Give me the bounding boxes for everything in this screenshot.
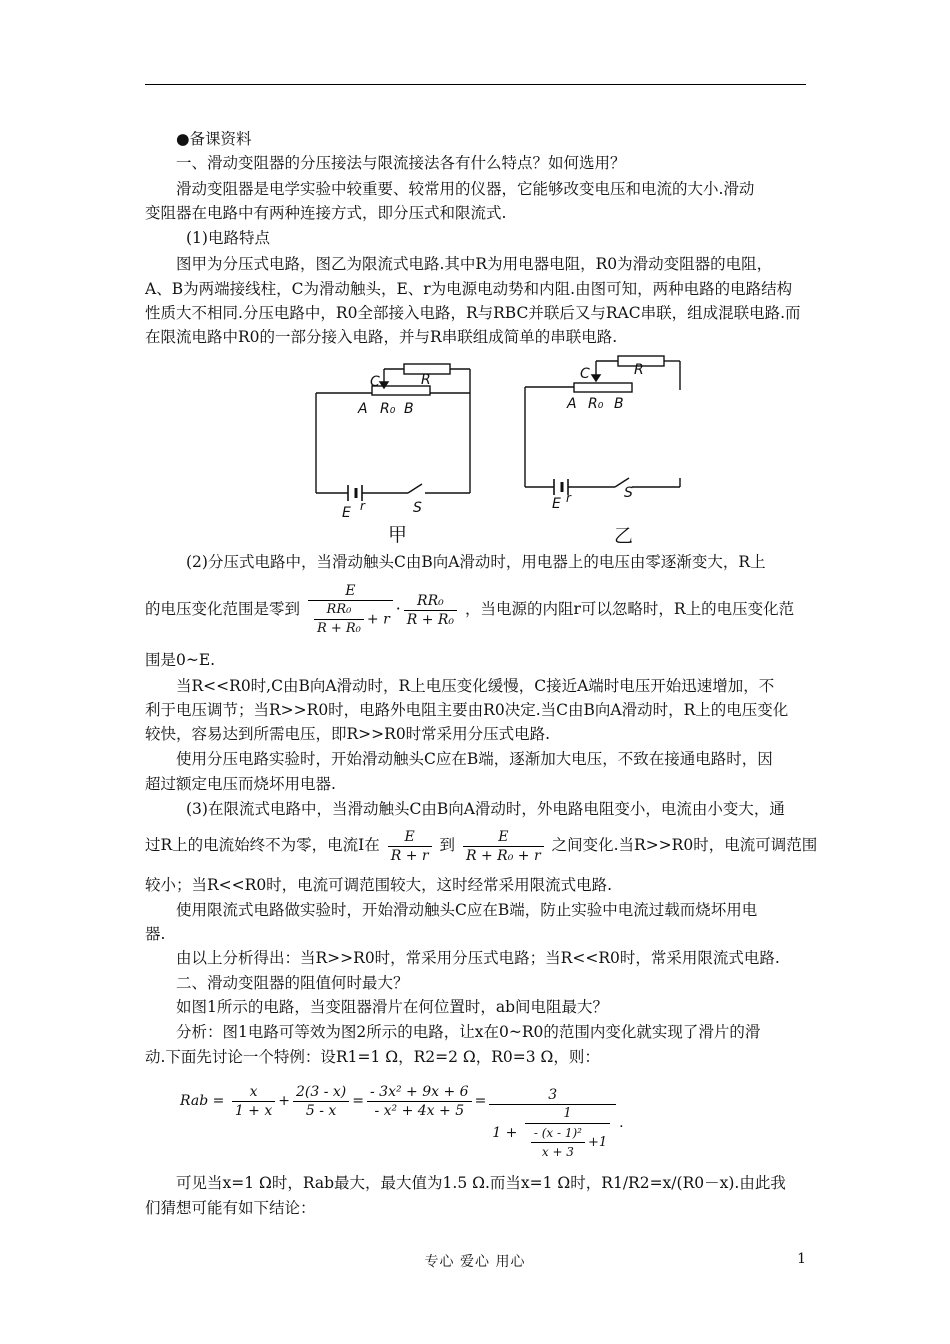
formula-line: 的电压变化范围是零到 E $\frac{\text{RR₀}}{\text{R + R₀}}$ + r · $\frac{\text{RR₀}}{\text{R + R₀}}$ ，当电源的内阻r可以忽略时，R上的电压变化范 <box>145 583 795 636</box>
rab-equation: Rab = $\frac{x}{1 + x}$ + $\frac{2(3 - x)}{5 - x}$ = $\frac{\text{- 3x² + 9x + 6}}{\text{- x² + 4x + 5}}$ = 3 1 + 1 $\frac{\text{- (x - 1)²}}{x + 3}$ +1 . <box>180 1083 624 1159</box>
paragraph-line: 如图1所示的电路，当变阻器滑片在何位置时，ab间电阻最大？ <box>176 998 609 1016</box>
paragraph-line: 图甲为分压式电路，图乙为限流式电路.其中R为用电器电阻，R0为滑动变阻器的电阻， <box>176 255 773 273</box>
paragraph-line: 当R<<R0时,C由B向A滑动时，R上电压变化缓慢，C接近A端时电压开始迅速增加，不 <box>176 677 775 695</box>
circuit-yi <box>525 356 680 495</box>
paragraph-line: 较小；当R<<R0时，电流可调范围较大，这时经常采用限流式电路. <box>145 876 613 894</box>
paragraph-line: 分析：图1电路可等效为图2所示的电路，让x在0~R0的范围内变化就实现了滑片的滑 <box>176 1023 761 1041</box>
intro-line: 变阻器在电路中有两种连接方式，即分压式和限流式. <box>145 204 507 222</box>
fraction-current-max: $\frac{E}{\text{R + R₀ + r}}$ <box>463 828 544 865</box>
paragraph-line: A、B为两端接线柱，C为滑动触头，E、r为电源电动势和内阻.由图可知，两种电路的电路结构 <box>145 280 793 298</box>
label-S: S <box>624 485 633 501</box>
paragraph-line: 可见当x=1 Ω时，Rab最大，最大值为1.5 Ω.而当x=1 Ω时，R1/R2=x/(R0－x).由此我 <box>176 1174 786 1192</box>
header-rule <box>145 84 806 85</box>
section-heading: ●备课资料 <box>176 130 252 148</box>
paragraph-line: 使用限流式电路做实验时，开始滑动触头C应在B端，防止实验中电流过载而烧坏用电 <box>176 901 758 919</box>
paragraph-line: 们猜想可能有如下结论： <box>145 1199 316 1217</box>
fraction-current-min: $\frac{E}{R + r}$ <box>388 828 432 865</box>
label-R: R <box>634 362 644 378</box>
label-R: R <box>421 372 431 388</box>
question-1-title: 一、滑动变阻器的分压接法与限流接法各有什么特点？如何选用？ <box>176 154 626 172</box>
label-A: A <box>358 401 368 417</box>
paragraph-line: (3)在限流式电路中，当滑动触头C由B向A滑动时，外电路电阻变小，电流由小变大，通 <box>186 800 785 818</box>
paragraph-line: 器. <box>145 925 166 943</box>
paragraph-line: (2)分压式电路中，当滑动触头C由B向A滑动时，用电器上的电压由零逐渐变大，R上 <box>186 553 766 571</box>
fraction-rr0: $\frac{\text{RR₀}}{\text{R + R₀}}$ <box>404 592 457 629</box>
paragraph-line: 超过额定电压而烧坏用电器. <box>145 775 336 793</box>
label-C: C <box>370 374 380 390</box>
footer-motto: 专心 爱心 用心 <box>424 1254 526 1270</box>
paragraph-line: 使用分压电路实验时，开始滑动触头C应在B端，逐渐加大电压，不致在接通电路时，因 <box>176 750 773 768</box>
page-number: 1 <box>797 1251 806 1267</box>
label-R0: R₀ <box>380 401 396 417</box>
fraction-voltage-range: E $\frac{\text{RR₀}}{\text{R + R₀}}$ + r <box>308 582 393 638</box>
paragraph-line: 动.下面先讨论一个特例：设R1=1 Ω，R2=2 Ω，R0=3 Ω，则： <box>145 1048 600 1066</box>
formula-line: 过R上的电流始终不为零，电流I在 $\frac{E}{R + r}$ 到 $\frac{E}{\text{R + R₀ + r}}$ 之间变化.当R>>R0时，电流可调范围 <box>145 828 818 864</box>
paragraph-line: 利于电压调节；当R>>R0时，电路外电阻主要由R0决定.当C由B向A滑动时，R上的电压变化 <box>145 701 789 719</box>
paragraph-line: 较快，容易达到所需电压，即R>>R0时常采用分压式电路. <box>145 725 551 743</box>
intro-line: 滑动变阻器是电学实验中较重要、较常用的仪器，它能够改变电压和电流的大小.滑动 <box>176 180 755 198</box>
label-B: B <box>404 401 414 417</box>
circuit-diagrams <box>300 350 700 550</box>
label-B: B <box>614 396 624 412</box>
subsection-1-title: (1)电路特点 <box>186 229 270 247</box>
label-A: A <box>567 396 577 412</box>
paragraph-line: 在限流电路中R0的一部分接入电路，并与R串联组成简单的串联电路. <box>145 328 618 346</box>
label-E: E <box>342 505 351 521</box>
label-r: r <box>566 491 571 505</box>
paragraph-line: 性质大不相同.分压电路中，R0全部接入电路，R与RBC并联后又与RAC串联，组成混联电路.而 <box>145 304 801 322</box>
circuit-jia <box>316 364 470 501</box>
label-S: S <box>413 500 422 516</box>
caption-jia: 甲 <box>388 524 408 546</box>
label-E: E <box>552 496 561 512</box>
paragraph-line: 围是0~E. <box>145 651 216 669</box>
question-2-title: 二、滑动变阻器的阻值何时最大？ <box>176 974 409 992</box>
caption-yi: 乙 <box>614 525 634 547</box>
label-C: C <box>580 366 590 382</box>
paragraph-line: 由以上分析得出：当R>>R0时，常采用分压式电路；当R<<R0时，常采用限流式电路. <box>176 949 780 967</box>
label-r: r <box>360 499 365 513</box>
label-R0: R₀ <box>588 396 604 412</box>
